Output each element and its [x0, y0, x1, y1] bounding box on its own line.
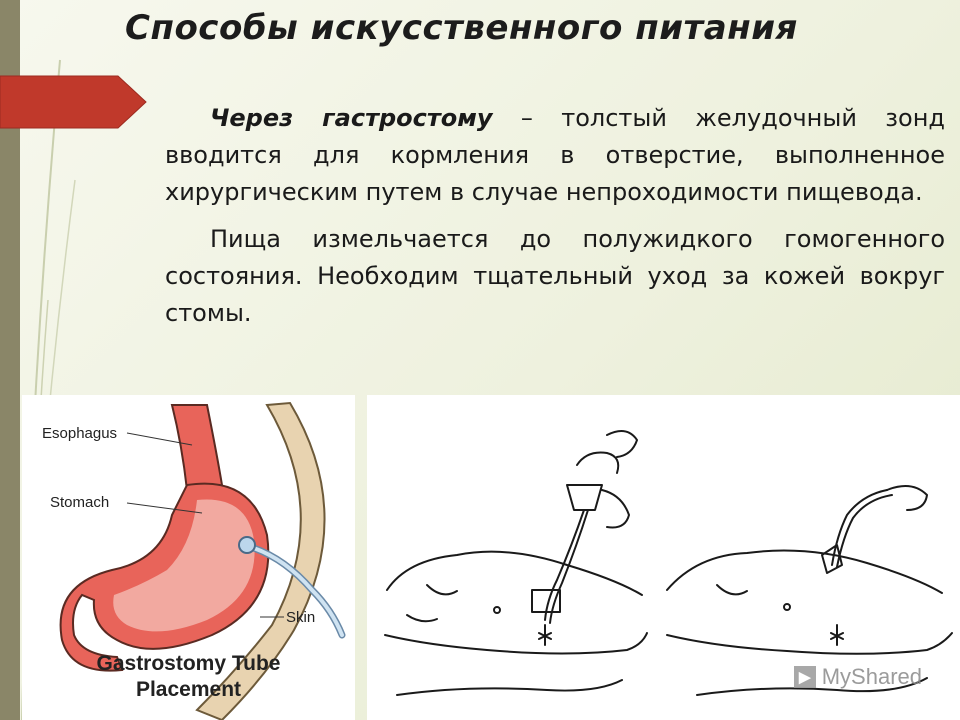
paragraph-gastrostomy	[165, 100, 945, 211]
feeding-illustration	[367, 395, 960, 720]
paragraph-gastrostomy-text: – толстый желудочный зонд вводится для кормления в отверстие, выполненное хирургическим путем в случае непроходимости пищевода.	[165, 104, 945, 206]
diagram-caption-line1: Gastrostomy Tube	[96, 652, 281, 675]
watermark-text: MyShared	[821, 664, 922, 689]
label-skin: Skin	[286, 609, 316, 626]
page-title: Способы искусственного питания	[125, 8, 798, 48]
paragraph-food: Пища измельчается до полужидкого гомогенного состояния. Необходим тщательный уход за кожей вокруг стомы.	[165, 225, 945, 327]
label-esophagus: Esophagus	[42, 425, 118, 442]
term-gastrostomy: Через гастростому	[210, 104, 493, 132]
diagram-caption-line2: Placement	[135, 678, 242, 701]
body-text	[165, 100, 945, 342]
label-stomach: Stomach	[50, 494, 110, 511]
watermark	[794, 664, 922, 690]
title-arrow-icon	[0, 72, 150, 132]
watermark-logo-icon: ▶	[794, 666, 816, 688]
gastrostomy-diagram	[22, 395, 355, 720]
